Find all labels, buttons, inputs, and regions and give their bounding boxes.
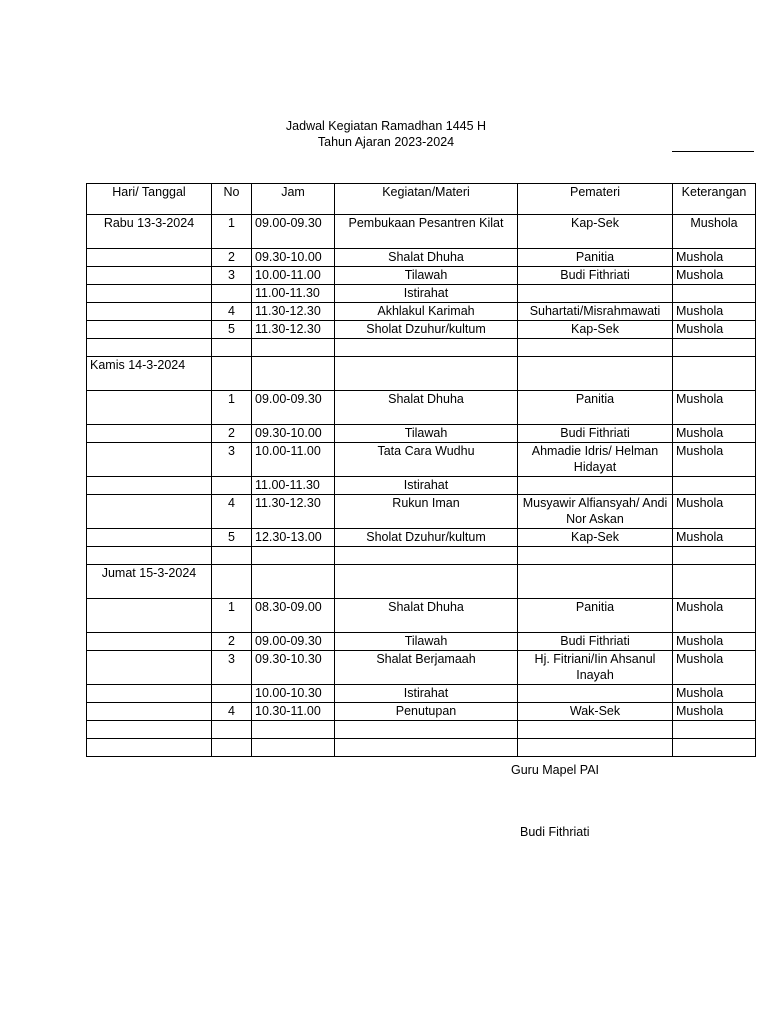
cell-time: 09.30-10.30 <box>252 651 335 685</box>
table-row <box>87 303 756 321</box>
cell-activity: Tilawah <box>335 633 518 651</box>
cell-time: 10.00-11.00 <box>252 267 335 285</box>
cell-day: Kamis 14-3-2024 <box>87 357 212 391</box>
cell-note: Mushola <box>673 249 756 267</box>
document-subtitle: Tahun Ajaran 2023-2024 <box>317 135 455 149</box>
cell-time: 08.30-09.00 <box>252 599 335 633</box>
table-row <box>87 357 756 391</box>
cell-activity: Akhlakul Karimah <box>335 303 518 321</box>
cell-day <box>87 599 212 633</box>
table-row <box>87 477 756 495</box>
cell-day: Jumat 15-3-2024 <box>87 565 212 599</box>
cell-note: Mushola <box>673 685 756 703</box>
table-row <box>87 425 756 443</box>
cell-no: 1 <box>212 391 252 425</box>
cell-note: Mushola <box>673 651 756 685</box>
cell-no: 4 <box>212 495 252 529</box>
table-row <box>87 547 756 565</box>
cell-no: 3 <box>212 267 252 285</box>
cell-day <box>87 495 212 529</box>
cell-speaker: Kap-Sek <box>518 321 673 339</box>
cell-note: Mushola <box>673 703 756 721</box>
table-row <box>87 599 756 633</box>
cell-time: 10.00-10.30 <box>252 685 335 703</box>
cell-activity <box>335 721 518 739</box>
cell-speaker <box>518 547 673 565</box>
cell-speaker: Kap-Sek <box>518 215 673 249</box>
signature-name: Budi Fithriati <box>520 825 590 839</box>
cell-day <box>87 477 212 495</box>
underline-field <box>672 151 754 152</box>
cell-activity: Istirahat <box>335 477 518 495</box>
cell-no: 1 <box>212 215 252 249</box>
cell-note <box>673 357 756 391</box>
cell-no <box>212 477 252 495</box>
header-speaker: Pemateri <box>518 184 673 215</box>
cell-no: 2 <box>212 249 252 267</box>
cell-no: 3 <box>212 443 252 477</box>
cell-speaker: Hj. Fitriani/Iin Ahsanul Inayah <box>518 651 673 685</box>
cell-note: Mushola <box>673 391 756 425</box>
table-row <box>87 651 756 685</box>
cell-day <box>87 285 212 303</box>
table-row <box>87 495 756 529</box>
cell-speaker: Budi Fithriati <box>518 425 673 443</box>
cell-no: 1 <box>212 599 252 633</box>
cell-activity: Sholat Dzuhur/kultum <box>335 321 518 339</box>
header-no: No <box>212 184 252 215</box>
cell-time: 11.30-12.30 <box>252 495 335 529</box>
table-row <box>87 321 756 339</box>
cell-speaker: Wak-Sek <box>518 703 673 721</box>
cell-note: Mushola <box>673 303 756 321</box>
cell-day <box>87 443 212 477</box>
table-row <box>87 249 756 267</box>
cell-speaker <box>518 357 673 391</box>
cell-speaker <box>518 721 673 739</box>
cell-day <box>87 547 212 565</box>
table-row <box>87 703 756 721</box>
cell-day <box>87 703 212 721</box>
cell-time <box>252 547 335 565</box>
cell-day <box>87 321 212 339</box>
header-day: Hari/ Tanggal <box>87 184 212 215</box>
table-row <box>87 739 756 757</box>
table-row <box>87 285 756 303</box>
cell-time <box>252 357 335 391</box>
cell-time: 10.30-11.00 <box>252 703 335 721</box>
cell-time: 09.30-10.00 <box>252 425 335 443</box>
header-note: Keterangan <box>673 184 756 215</box>
table-row <box>87 443 756 477</box>
cell-speaker <box>518 477 673 495</box>
cell-activity: Shalat Berjamaah <box>335 651 518 685</box>
cell-day <box>87 425 212 443</box>
cell-day <box>87 267 212 285</box>
cell-note: Mushola <box>673 321 756 339</box>
schedule-table <box>86 183 756 757</box>
cell-no <box>212 721 252 739</box>
document-title: Jadwal Kegiatan Ramadhan 1445 H <box>285 119 487 133</box>
cell-note: Mushola <box>673 425 756 443</box>
cell-no: 4 <box>212 303 252 321</box>
cell-activity: Tilawah <box>335 267 518 285</box>
cell-time: 12.30-13.00 <box>252 529 335 547</box>
cell-time: 11.30-12.30 <box>252 321 335 339</box>
cell-time <box>252 739 335 757</box>
cell-day <box>87 739 212 757</box>
cell-note <box>673 721 756 739</box>
cell-time: 09.00-09.30 <box>252 215 335 249</box>
cell-no: 2 <box>212 633 252 651</box>
cell-time: 10.00-11.00 <box>252 443 335 477</box>
cell-note: Mushola <box>673 495 756 529</box>
cell-activity: Shalat Dhuha <box>335 391 518 425</box>
cell-time: 09.30-10.00 <box>252 249 335 267</box>
cell-day <box>87 249 212 267</box>
cell-time <box>252 565 335 599</box>
cell-speaker: Budi Fithriati <box>518 633 673 651</box>
cell-no: 3 <box>212 651 252 685</box>
cell-time: 09.00-09.30 <box>252 633 335 651</box>
cell-no <box>212 739 252 757</box>
cell-speaker: Panitia <box>518 249 673 267</box>
cell-day <box>87 529 212 547</box>
cell-note: Mushola <box>673 529 756 547</box>
table-row <box>87 267 756 285</box>
cell-no: 4 <box>212 703 252 721</box>
table-row <box>87 391 756 425</box>
table-row <box>87 339 756 357</box>
cell-speaker: Musyawir Alfiansyah/ Andi Nor Askan <box>518 495 673 529</box>
cell-note: Mushola <box>673 633 756 651</box>
cell-speaker: Panitia <box>518 391 673 425</box>
table-header-row <box>87 184 756 215</box>
cell-day <box>87 633 212 651</box>
cell-speaker <box>518 739 673 757</box>
cell-note <box>673 477 756 495</box>
cell-activity: Rukun Iman <box>335 495 518 529</box>
cell-no <box>212 565 252 599</box>
cell-activity <box>335 739 518 757</box>
cell-speaker: Panitia <box>518 599 673 633</box>
header-time: Jam <box>252 184 335 215</box>
cell-activity: Shalat Dhuha <box>335 249 518 267</box>
cell-activity <box>335 357 518 391</box>
cell-time <box>252 721 335 739</box>
table-row <box>87 633 756 651</box>
cell-note: Mushola <box>673 443 756 477</box>
cell-no <box>212 547 252 565</box>
cell-speaker: Suhartati/Misrahmawati <box>518 303 673 321</box>
cell-speaker <box>518 565 673 599</box>
cell-speaker: Budi Fithriati <box>518 267 673 285</box>
cell-note: Mushola <box>673 599 756 633</box>
table-row <box>87 529 756 547</box>
cell-time <box>252 339 335 357</box>
cell-activity: Tata Cara Wudhu <box>335 443 518 477</box>
cell-no: 2 <box>212 425 252 443</box>
cell-activity <box>335 565 518 599</box>
cell-speaker <box>518 685 673 703</box>
cell-time: 11.30-12.30 <box>252 303 335 321</box>
cell-note <box>673 285 756 303</box>
table-row <box>87 565 756 599</box>
cell-activity <box>335 339 518 357</box>
cell-note <box>673 547 756 565</box>
cell-no <box>212 685 252 703</box>
cell-no: 5 <box>212 321 252 339</box>
cell-speaker <box>518 285 673 303</box>
cell-day: Rabu 13-3-2024 <box>87 215 212 249</box>
signature-role: Guru Mapel PAI <box>511 763 600 777</box>
cell-activity <box>335 547 518 565</box>
cell-note <box>673 339 756 357</box>
cell-note <box>673 565 756 599</box>
cell-day <box>87 339 212 357</box>
table-row <box>87 685 756 703</box>
cell-activity: Tilawah <box>335 425 518 443</box>
cell-speaker: Kap-Sek <box>518 529 673 547</box>
table-row <box>87 721 756 739</box>
cell-activity: Sholat Dzuhur/kultum <box>335 529 518 547</box>
cell-day <box>87 721 212 739</box>
cell-activity: Pembukaan Pesantren Kilat <box>335 215 518 249</box>
cell-speaker: Ahmadie Idris/ Helman Hidayat <box>518 443 673 477</box>
cell-no <box>212 285 252 303</box>
cell-no <box>212 339 252 357</box>
cell-no: 5 <box>212 529 252 547</box>
cell-day <box>87 391 212 425</box>
cell-note: Mushola <box>673 215 756 249</box>
cell-day <box>87 303 212 321</box>
cell-note: Mushola <box>673 267 756 285</box>
cell-speaker <box>518 339 673 357</box>
cell-time: 11.00-11.30 <box>252 477 335 495</box>
cell-no <box>212 357 252 391</box>
cell-note <box>673 739 756 757</box>
cell-time: 09.00-09.30 <box>252 391 335 425</box>
cell-time: 11.00-11.30 <box>252 285 335 303</box>
cell-activity: Istirahat <box>335 285 518 303</box>
cell-day <box>87 685 212 703</box>
cell-day <box>87 651 212 685</box>
header-activity: Kegiatan/Materi <box>335 184 518 215</box>
cell-activity: Shalat Dhuha <box>335 599 518 633</box>
cell-activity: Istirahat <box>335 685 518 703</box>
cell-activity: Penutupan <box>335 703 518 721</box>
table-row <box>87 215 756 249</box>
